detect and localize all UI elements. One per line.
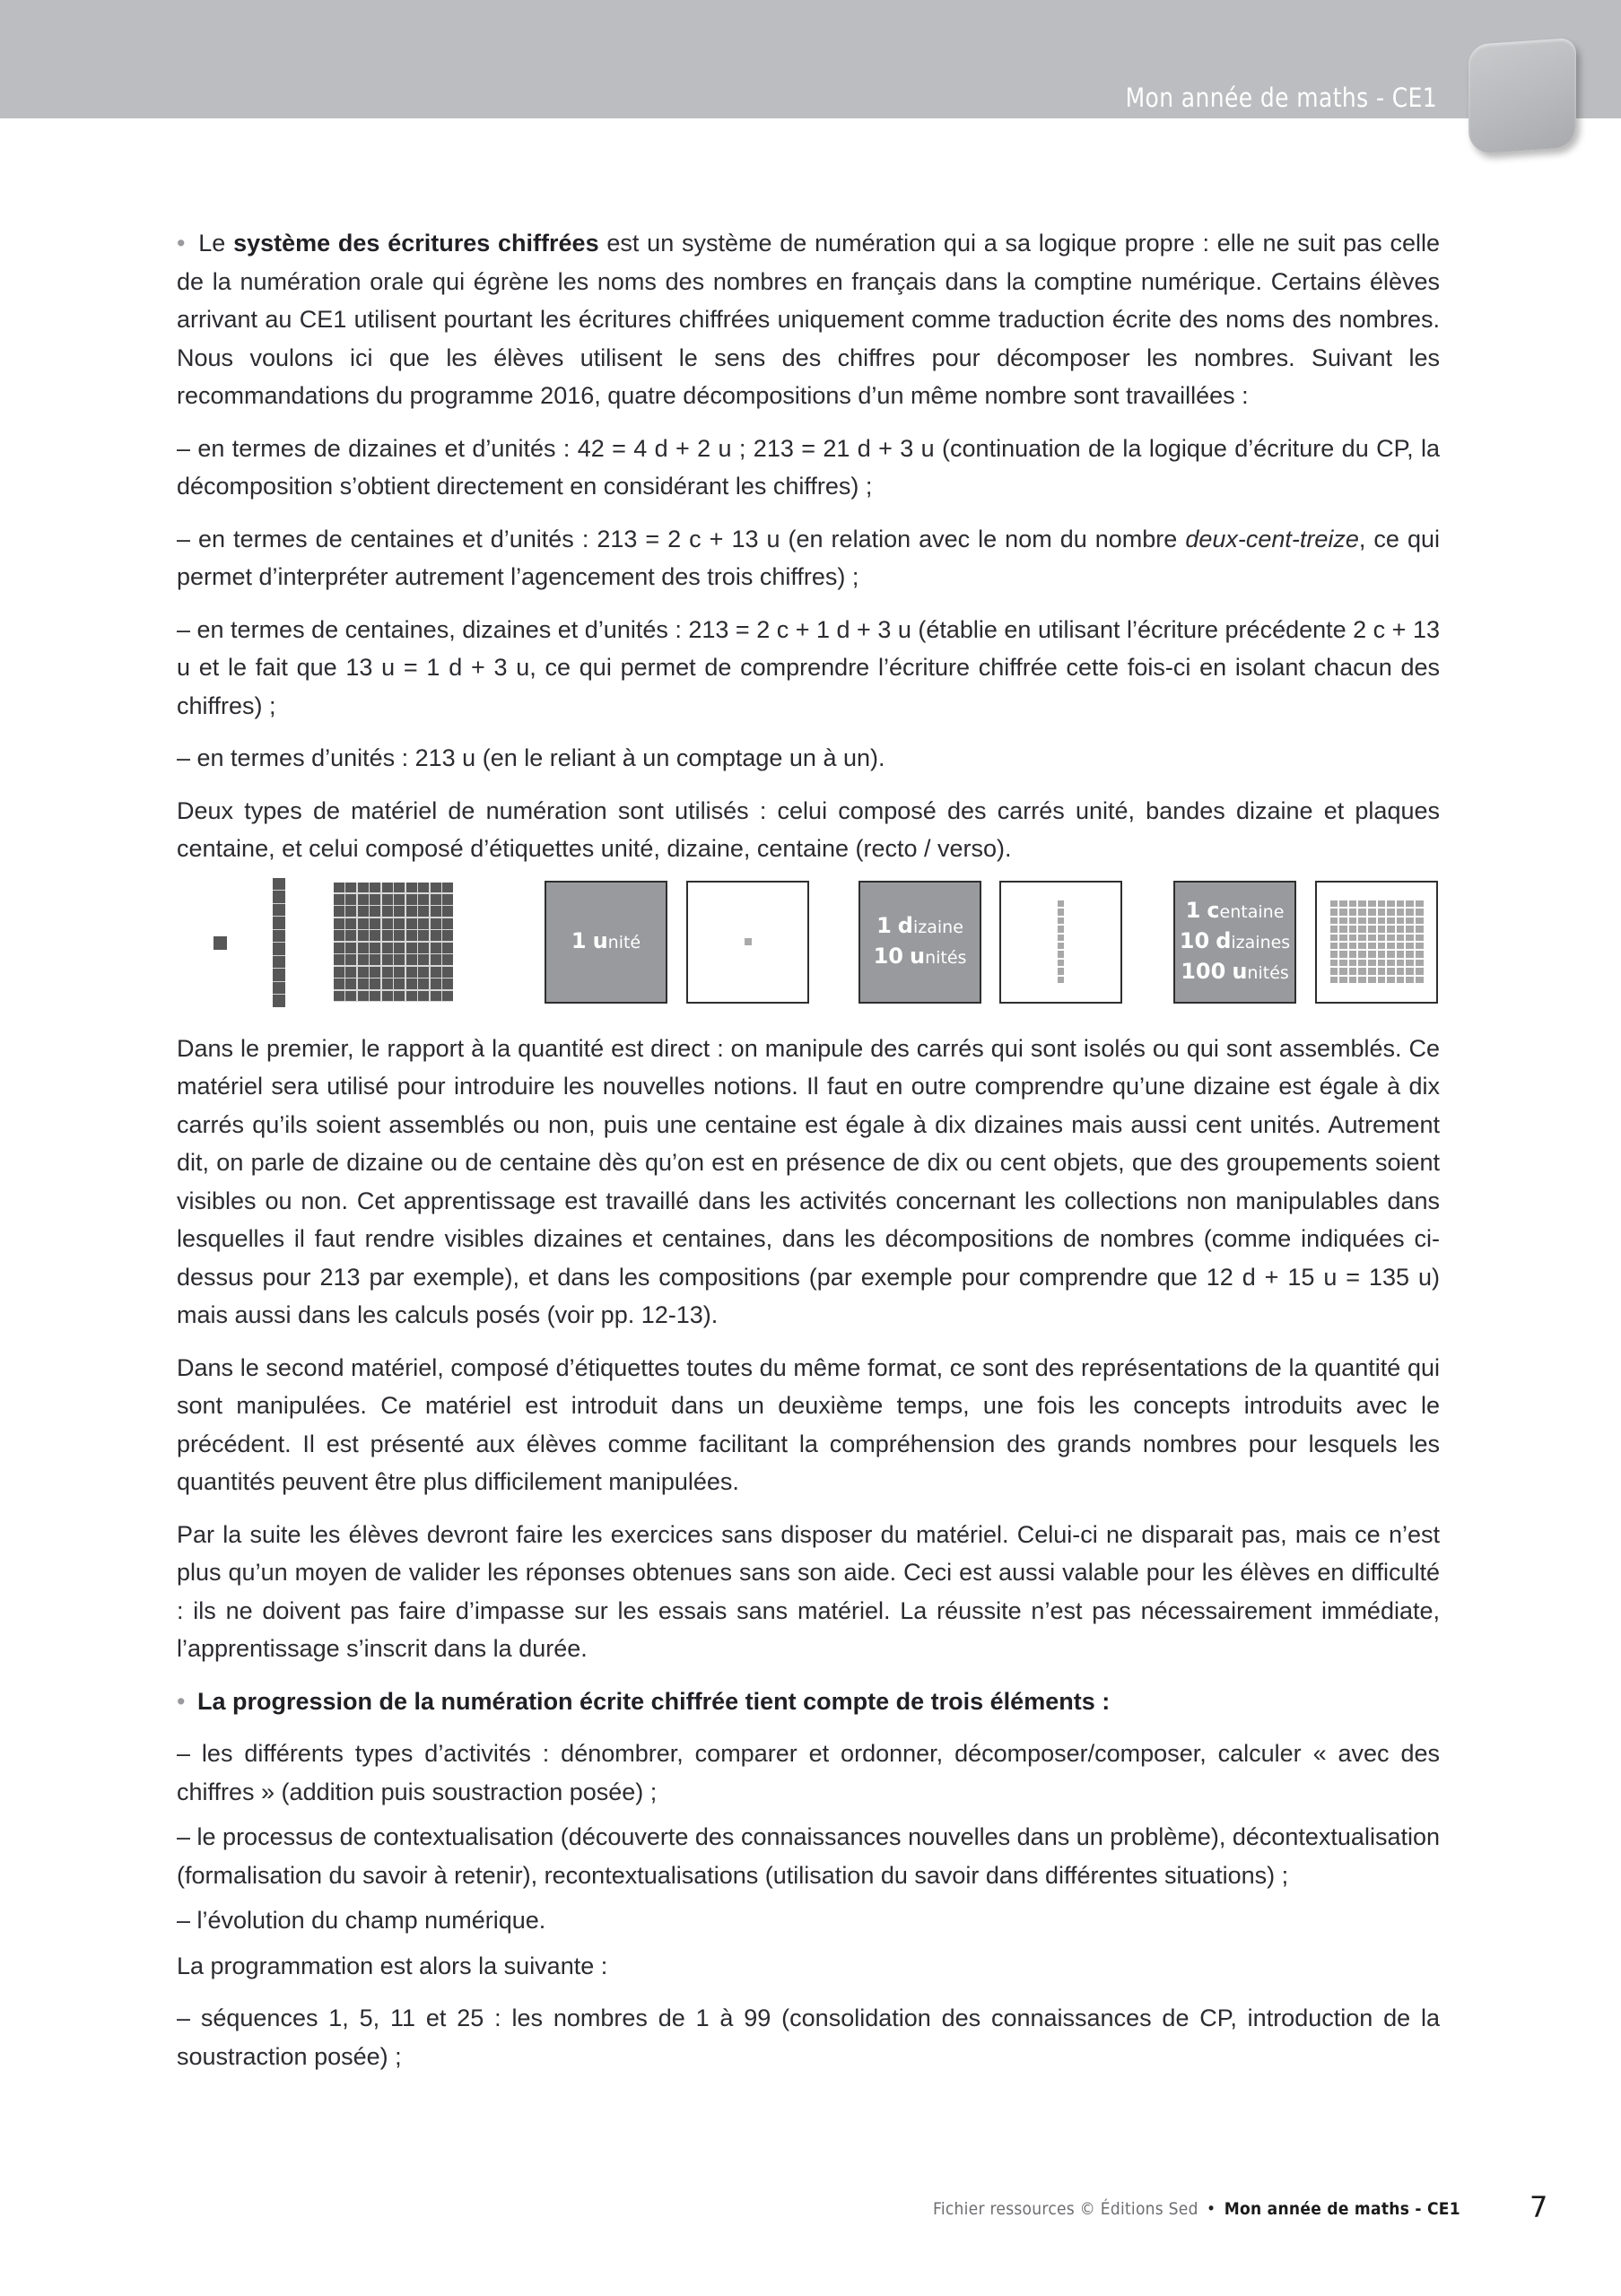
numeration-materials-figure [177, 883, 1440, 1017]
unit-card-recto [545, 881, 667, 1004]
decomposition-italic: deux-cent-treize [1185, 525, 1359, 552]
page-number: 7 [1529, 2190, 1548, 2224]
intro-text: est un système de numération qui a sa logique propre : elle ne suit pas celle de la numération orale qui égrène les noms des nombres en français dans la comptine numérique. Certains élèves arrivant au CE1 utilisent pourtant les écritures chiffrées uniquement comme traduction écrite des noms des nombres. Nous voulons ici que les élèves utilisent le sens des chiffres pour décomposer les nombres. Suivant les recommandations du programme 2016, quatre décompositions d’un même nombre sont travaillées : [177, 230, 1440, 409]
intro-paragraph [177, 224, 1440, 415]
hundred-card-recto [1173, 881, 1296, 1004]
sequence-item: – séquences 1, 5, 11 et 25 : les nombres de 1 à 99 (consolidation des connaissances de CP, introduction de la soustraction posée) ; [177, 2005, 1440, 2070]
decomposition-item: – en termes d’unités : 213 u (en le reliant à un comptage un à un). [177, 744, 885, 771]
footer-title: Mon année de maths - CE1 [1224, 2199, 1460, 2219]
bullet-icon: • [177, 1687, 186, 1715]
hundred-plate-icon [1330, 900, 1424, 983]
bullet-icon: • [177, 230, 186, 257]
decomposition-item: – en termes de dizaines et d’unités : 42 = 4 d + 2 u ; 213 = 21 d + 3 u (continuation de la logique d’écriture du CP, la décomposition s’obtient directement en considérant les chiffres) ; [177, 434, 1440, 500]
card-line: 1 centaine [1185, 898, 1285, 923]
progression-heading-text: La progression de la numération écrite chiffrée tient compte de trois éléments : [196, 1687, 1111, 1715]
card-line: 100 unités [1181, 959, 1289, 984]
header-title: Mon année de maths - CE1 [1125, 83, 1437, 113]
paragraph-first-material: Dans le premier, le rapport à la quantité est direct : on manipule des carrés qui sont isolés ou qui sont assemblés. Ce matériel sera utilisé pour introduire les nouvelles notions. Il faut en outre comprendre qu’une dizaine est égale à dix carrés qu’ils soient assemblés ou non, puis une centaine est égale à dix dizaines mais aussi cent unités. Autrement dit, on parle de dizaine ou de centaine dès qu’on est en présence de dix ou cent objets, que des groupements soient visibles ou non. Cet apprentissage est travaillé dans les activités concernant les collections non manipulables dans lesquelles il faut rendre visibles dizaines et centaines, dans les décompositions de nombres (comme indiquées ci-dessus pour 213 par exemple), et dans les compositions (par exemple pour comprendre que 12 d + 15 u = 135 u) mais aussi dans les calculs posés (voir pp. 12-13). [177, 1034, 1440, 1328]
footer-source: Fichier ressources © Éditions Sed [933, 2199, 1198, 2219]
progression-item: – les différents types d’activités : dénombrer, comparer et ordonner, décomposer/composer, calculer « avec des chiffres » (addition puis soustraction posée) ; [177, 1740, 1440, 1805]
intro-lead: Le [198, 230, 226, 257]
progression-heading [177, 1683, 1440, 1721]
ten-card-verso [999, 881, 1122, 1004]
decomposition-item [177, 520, 1440, 596]
ten-card-recto [858, 881, 981, 1004]
ten-bar-icon [273, 878, 285, 1007]
card-line: 10 unités [873, 944, 967, 969]
header-tab-decoration [1468, 38, 1576, 154]
programming-intro: La programmation est alors la suivante : [177, 1952, 608, 1979]
intro-bold-term: système des écritures chiffrées [233, 230, 599, 257]
decomposition-item: – en termes de centaines, dizaines et d’unités : 213 = 2 c + 1 d + 3 u (établie en utilisant l’écriture précédente 2 c + 13 u et le fait que 13 u = 1 d + 3 u, ce qui permet de comprendre l’écriture chiffrée cette fois-ci en isolant chacun des chiffres) ; [177, 615, 1440, 719]
hundred-card-verso [1315, 881, 1438, 1004]
progression-item: – le processus de contextualisation (découverte des connaissances nouvelles dans un problème), décontextualisation (formalisation du savoir à retenir), recontextualisations (utilisation du savoir dans différentes situations) ; [177, 1823, 1440, 1889]
ten-bar-icon [1058, 900, 1064, 983]
progression-item: – l’évolution du champ numérique. [177, 1907, 546, 1934]
card-line: 10 dizaines [1179, 928, 1291, 953]
paragraph-second-material: Dans le second matériel, composé d’étiquettes toutes du même format, ce sont des représentations de la quantité qui sont manipulées. Ce matériel est introduit dans un deuxième temps, une fois les concepts introduits avec le précédent. Il est présenté aux élèves comme facilitant la compréhension des grands nombres pour lesquels les quantités peuvent être plus difficilement manipulées. [177, 1353, 1440, 1495]
decomposition-text: – en termes de centaines et d’unités : 213 = 2 c + 13 u (en relation avec le nom du nombre [177, 525, 1178, 552]
decomposition-text: , ce qui permet d’interpréter autrement l’agencement des trois chiffres) ; [177, 525, 1440, 590]
hundred-plate-icon [334, 883, 453, 1002]
card-line: 1 dizaine [876, 913, 963, 938]
unit-card-verso [686, 881, 809, 1004]
footer [933, 2199, 1460, 2219]
card-line: 1 unité [571, 928, 641, 953]
materials-intro: Deux types de matériel de numération sont utilisés : celui composé des carrés unité, bandes dizaine et plaques centaine, et celui composé d’étiquettes unité, dizaine, centaine (recto / verso). [177, 796, 1440, 862]
page-content [177, 224, 1440, 2090]
footer-separator: • [1207, 2199, 1216, 2219]
unit-square-icon [745, 938, 752, 945]
paragraph-without-material: Par la suite les élèves devront faire les exercices sans disposer du matériel. Celui-ci ne disparait pas, mais ce n’est plus qu’un moyen de valider les réponses obtenues sans son aide. Ceci est aussi valable pour les élèves en difficulté : ils ne doivent pas faire d’impasse sur les essais sans matériel. La réussite n’est pas nécessairement immédiate, l’apprentissage s’inscrit dans la durée. [177, 1520, 1440, 1662]
unit-square-icon [214, 936, 227, 950]
header-band [0, 0, 1621, 118]
